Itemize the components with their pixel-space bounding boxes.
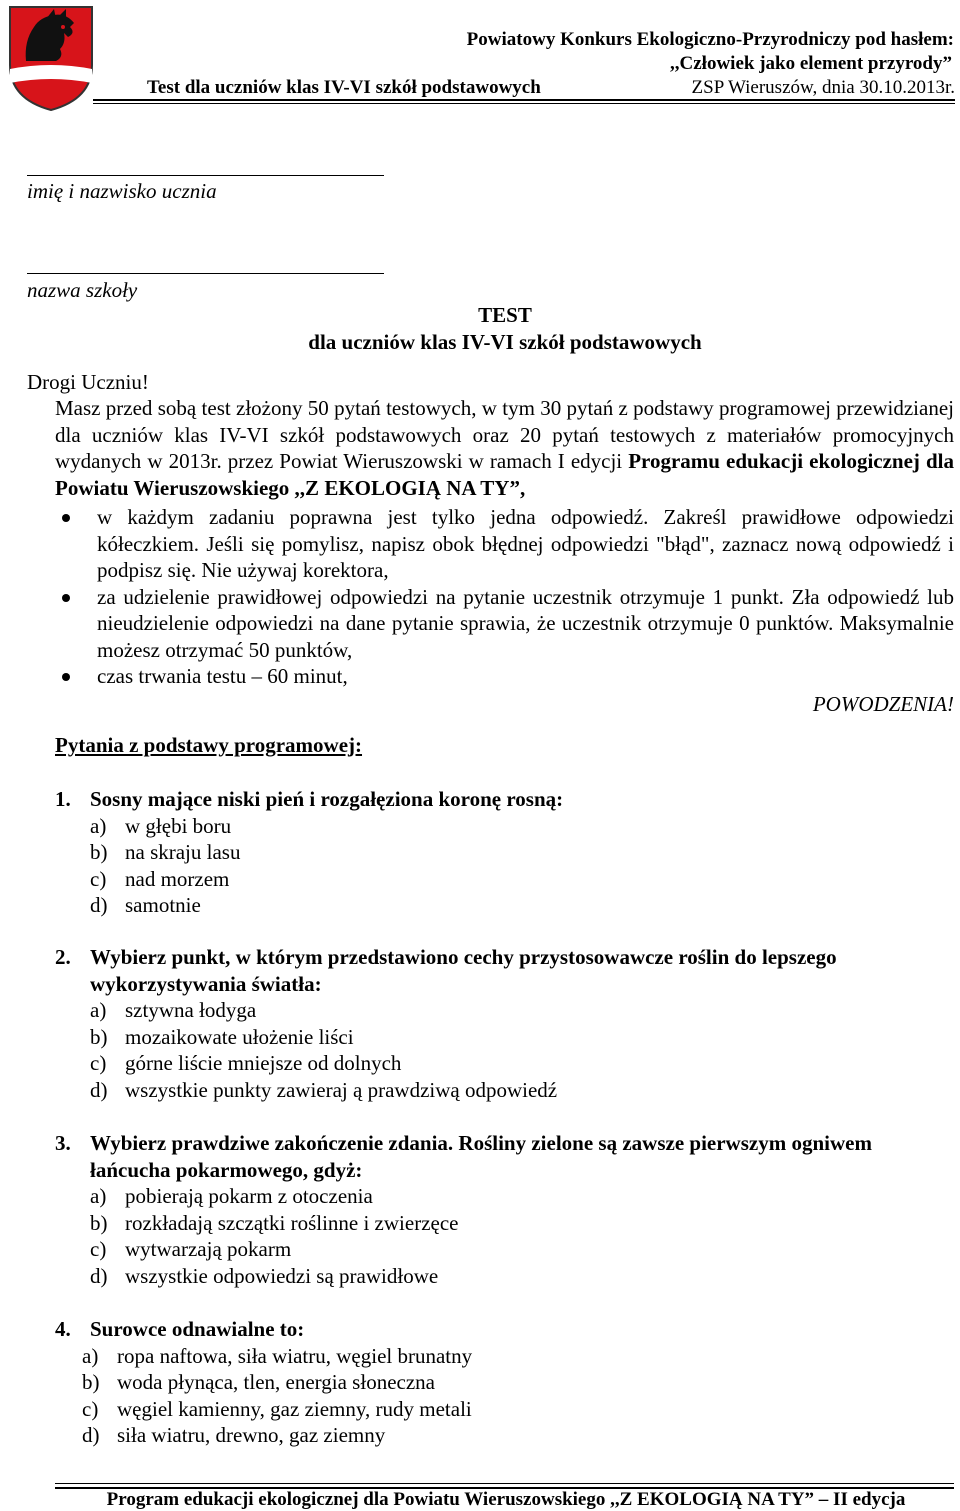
footer-text: Program edukacji ekologicznej dla Powiatu Wieruszowskiego ,,Z EKOLOGIĄ NA TY” – II edycja xyxy=(106,1489,906,1510)
school-name-label: nazwa szkoły xyxy=(27,278,138,302)
answer-option[interactable]: b) woda płynąca, tlen, energia słoneczna xyxy=(82,1370,435,1394)
question-text: Wybierz prawdziwe zakończenie zdania. Rośliny zielone są zawsze pierwszym ogniwem łańcucha pokarmowego, gdyż: xyxy=(90,1131,872,1182)
answer-option[interactable]: c) wytwarzają pokarm xyxy=(90,1237,292,1261)
question-text: Wybierz punkt, w którym przedstawiono cechy przystosowawcze roślin do lepszego wykorzystywania światła: xyxy=(90,945,837,996)
contest-title: Powiatowy Konkurs Ekologiczno-Przyrodniczy pod hasłem: xyxy=(466,29,954,50)
answer-option[interactable]: c) górne liście mniejsze od dolnych xyxy=(90,1051,402,1075)
instructions-list xyxy=(55,504,954,690)
question-text: Surowce odnawialne to: xyxy=(90,1317,305,1341)
bullet-icon xyxy=(62,673,70,681)
answer-option[interactable]: b) na skraju lasu xyxy=(90,840,241,864)
place-and-date: ZSP Wieruszów, dnia 30.10.2013r. xyxy=(691,77,955,98)
good-luck-text: POWODZENIA! xyxy=(812,692,954,716)
contest-motto: ,,Człowiek jako element przyrody” xyxy=(670,53,952,74)
question-text: Sosny mające niski pień i rozgałęziona koronę rosną: xyxy=(90,787,564,811)
footer-divider-thin xyxy=(55,1483,954,1484)
question-3 xyxy=(55,1130,954,1289)
question-number: 1. xyxy=(55,787,71,811)
student-name-label: imię i nazwisko ucznia xyxy=(27,179,217,203)
answer-option[interactable]: d) wszystkie punkty zawieraj ą prawdziwą odpowiedź xyxy=(90,1077,558,1102)
test-subtitle: dla uczniów klas IV-VI szkół podstawowych xyxy=(308,330,702,354)
instruction-item: w każdym zadaniu poprawna jest tylko jedna odpowiedź. Zakreśl prawidłowe odpowiedzi kółeczkiem. Jeśli się pomylisz, napisz obok błędnej odpowiedzi "błąd", zaznacz nową odpowiedź i podpisz się. Nie używaj korektora, xyxy=(55,504,954,584)
intro-text: Masz przed sobą test złożony 50 pytań testowych, w tym 30 pytań z podstawy programowej przewidzianej dla uczniów klas IV-VI szkół podstawowych oraz 20 pytań testowych z materiałów promocyjnych wydanych w 2013r. przez Powiat Wieruszowski w ramach I edycji xyxy=(55,396,954,473)
program-name: Programu edukacji ekologicznej dla Powiatu Wieruszowskiego ,,Z EKOLOGIĄ NA TY”, xyxy=(55,449,955,500)
greeting: Drogi Uczniu! xyxy=(27,370,149,394)
question-number: 2. xyxy=(55,945,71,969)
question-2 xyxy=(55,944,954,1103)
answer-option[interactable]: d) siła wiatru, drewno, gaz ziemny xyxy=(82,1423,386,1447)
school-name-line[interactable] xyxy=(27,273,384,274)
answer-option[interactable]: c) nad morzem xyxy=(90,866,230,891)
test-title: TEST xyxy=(478,303,532,327)
coat-of-arms-logo xyxy=(6,3,96,113)
question-1 xyxy=(55,786,954,919)
section-title: Pytania z podstawy programowej: xyxy=(55,733,363,757)
answer-option[interactable]: c) węgiel kamienny, gaz ziemny, rudy metali xyxy=(82,1396,472,1421)
question-4 xyxy=(55,1316,954,1449)
answer-option[interactable]: b) mozaikowate ułożenie liści xyxy=(90,1024,354,1049)
header-divider-thin xyxy=(93,103,955,104)
student-name-line[interactable] xyxy=(27,175,384,176)
question-number: 4. xyxy=(55,1317,71,1341)
header-divider xyxy=(93,99,955,101)
instruction-item: za udzielenie prawidłowej odpowiedzi na pytanie uczestnik otrzymuje 1 punkt. Zła odpowiedź lub nieudzielenie odpowiedzi na dane pytanie sprawia, że uczestnik otrzymuje 0 punktów. Maksymalnie możesz otrzymać 50 punktów, xyxy=(55,584,954,664)
answer-option[interactable]: d) wszystkie odpowiedzi są prawidłowe xyxy=(90,1263,439,1288)
answer-option[interactable]: b) rozkładają szczątki roślinne i zwierzęce xyxy=(90,1210,459,1235)
answer-option[interactable]: a) w głębi boru xyxy=(90,813,232,838)
answer-option[interactable]: a) sztywna łodyga xyxy=(90,998,257,1022)
answer-option[interactable]: a) pobierają pokarm z otoczenia xyxy=(90,1184,373,1208)
bullet-icon xyxy=(62,514,70,522)
question-number: 3. xyxy=(55,1131,71,1155)
intro-paragraph xyxy=(55,395,954,501)
answer-option[interactable]: a) ropa naftowa, siła wiatru, węgiel brunatny xyxy=(82,1343,473,1368)
test-audience: Test dla uczniów klas IV-VI szkół podstawowych xyxy=(147,77,541,98)
bullet-icon xyxy=(62,594,70,602)
instruction-item: czas trwania testu – 60 minut, xyxy=(55,663,954,690)
answer-option[interactable]: d) samotnie xyxy=(90,893,201,917)
